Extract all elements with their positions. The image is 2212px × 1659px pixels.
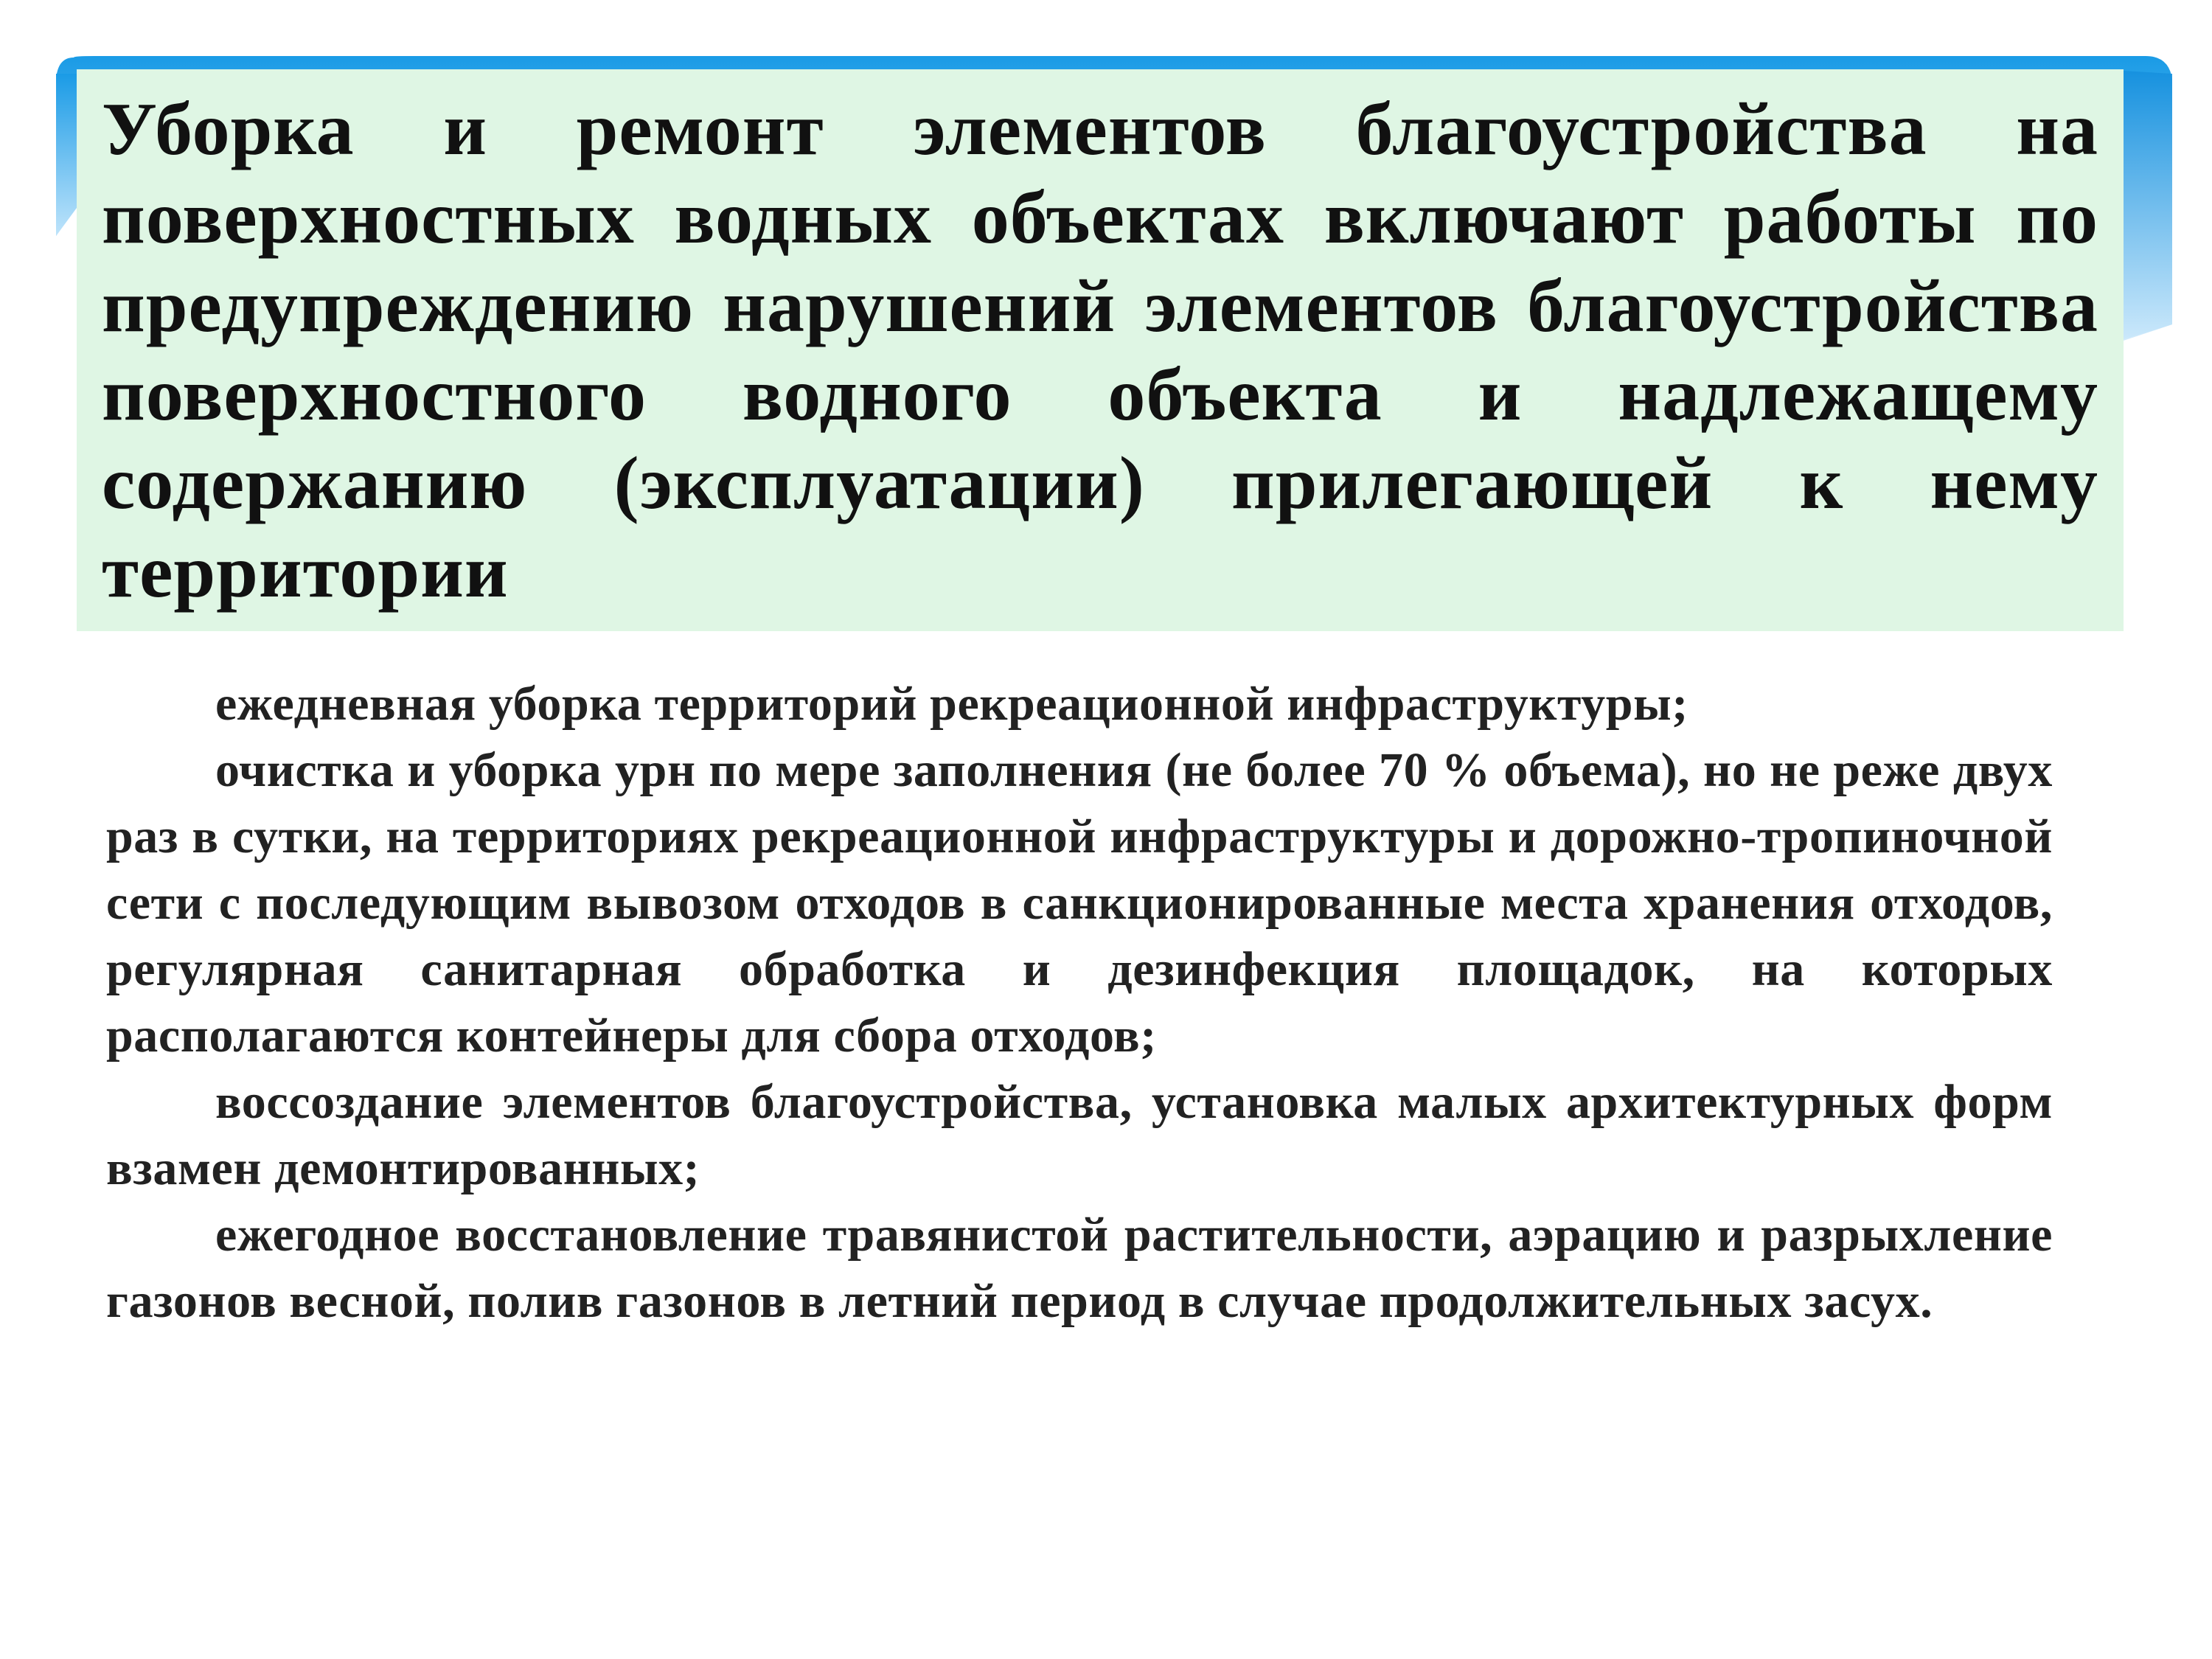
paragraph-lawn-care: ежегодное восстановление травянистой растительности, аэрацию и разрыхление газонов весной, полив газонов в летний период в случае продолжительных засух. xyxy=(106,1208,2053,1328)
title-box xyxy=(77,69,2124,631)
paragraph-restoration: воссоздание элементов благоустройства, установка малых архитектурных форм взамен демонтированных; xyxy=(106,1075,2053,1195)
paragraph-daily-cleaning: ежедневная уборка территорий рекреационной инфраструктуры; xyxy=(215,677,1688,731)
slide-title: Уборка и ремонт элементов благоустройства на поверхностных водных объектах включают работы по предупреждению нарушений элементов благоустройства поверхностного водного объекта и надлежащему содержанию (эксплуатации) прилегающей к нему территории xyxy=(102,88,2098,613)
paragraph-urn-cleaning: очистка и уборка урн по мере заполнения (не более 70 % объема), но не реже двух раз в сутки, на территориях рекреационной инфраструктуры и дорожно-тропиночной сети с последующим вывозом отходов в санкционированные места хранения отходов, регулярная санитарная обработка и дезинфекция площадок, на которых располагаются контейнеры для сбора отходов; xyxy=(106,743,2053,1062)
body-text xyxy=(106,671,2053,1335)
